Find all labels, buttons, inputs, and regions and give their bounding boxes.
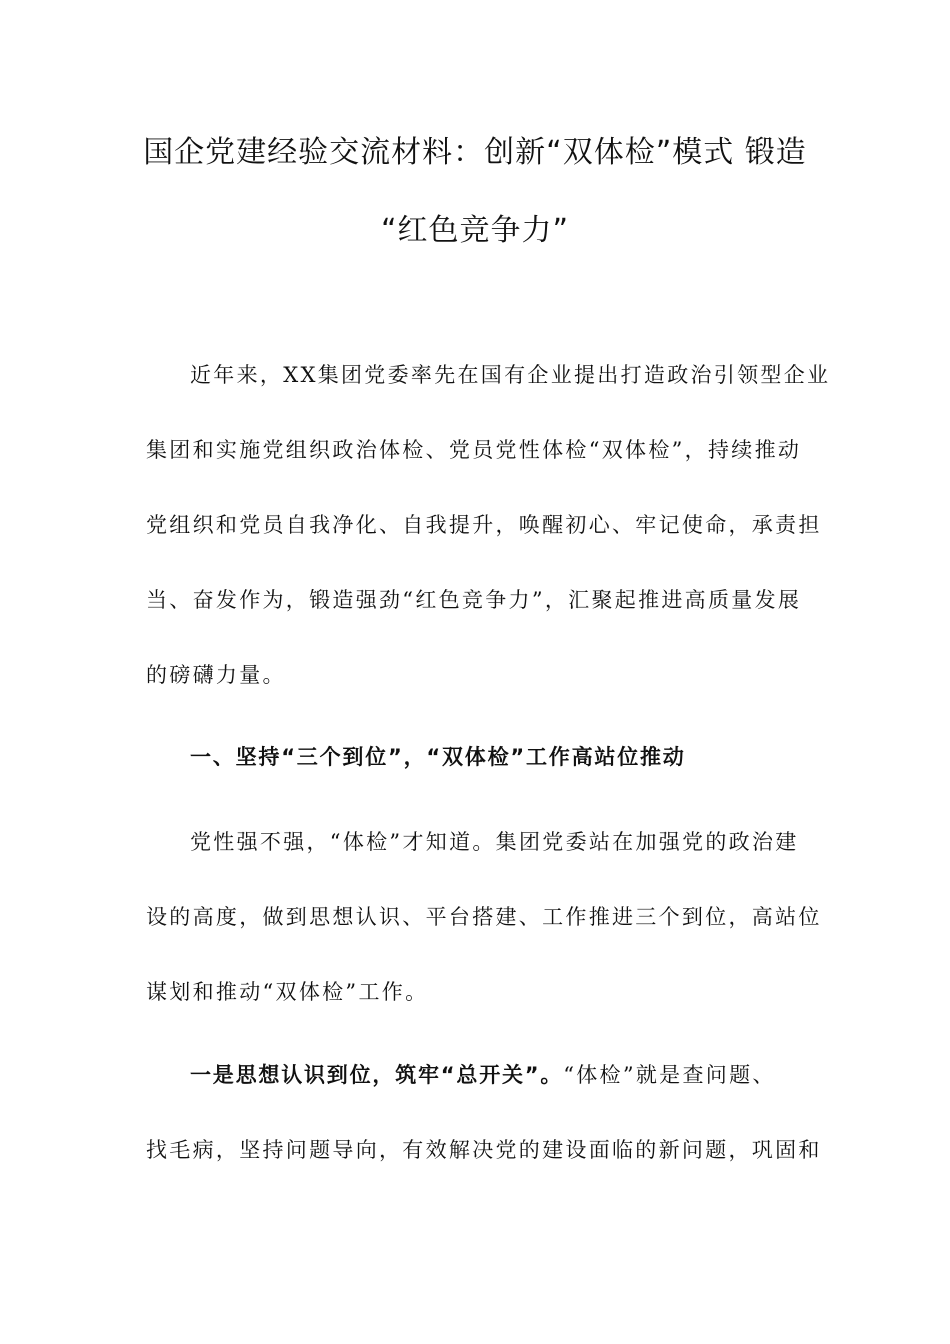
document-title-line-1: 国企党建经验交流材料：创新“双体检”模式 锻造 (143, 135, 807, 170)
paragraph-line: 党组织和党员自我净化、自我提升，唤醒初心、牢记使命，承责担 (146, 513, 822, 537)
document-title-line-2: “红色竞争力” (380, 213, 570, 248)
paragraph-line: 当、奋发作为，锻造强劲“红色竞争力”，汇聚起推进高质量发展 (146, 588, 802, 612)
paragraph-line: 的磅礴力量。 (146, 663, 286, 687)
paragraph-line (190, 1059, 806, 1091)
paragraph-line: 找毛病，坚持问题导向，有效解决党的建设面临的新问题，巩固和 (146, 1138, 822, 1162)
section-heading: 一、坚持“三个到位”，“双体检”工作高站位推动 (190, 745, 686, 769)
paragraph-line: 党性强不强，“体检”才知道。集团党委站在加强党的政治建 (190, 830, 799, 854)
paragraph-line: 谋划和推动“双体检”工作。 (146, 980, 429, 1004)
paragraph-line: 近年来，XX集团党委率先在国有企业提出打造政治引领型企业 (190, 363, 831, 387)
paragraph-line: 设的高度，做到思想认识、平台搭建、工作推进三个到位，高站位 (146, 905, 822, 929)
paragraph-lead-text: “体检”就是查问题、 (563, 1063, 776, 1087)
paragraph-line: 集团和实施党组织政治体检、党员党性体检“双体检”，持续推动 (146, 438, 802, 462)
paragraph-lead-bold: 一是思想认识到位，筑牢“总开关”。 (190, 1063, 564, 1087)
